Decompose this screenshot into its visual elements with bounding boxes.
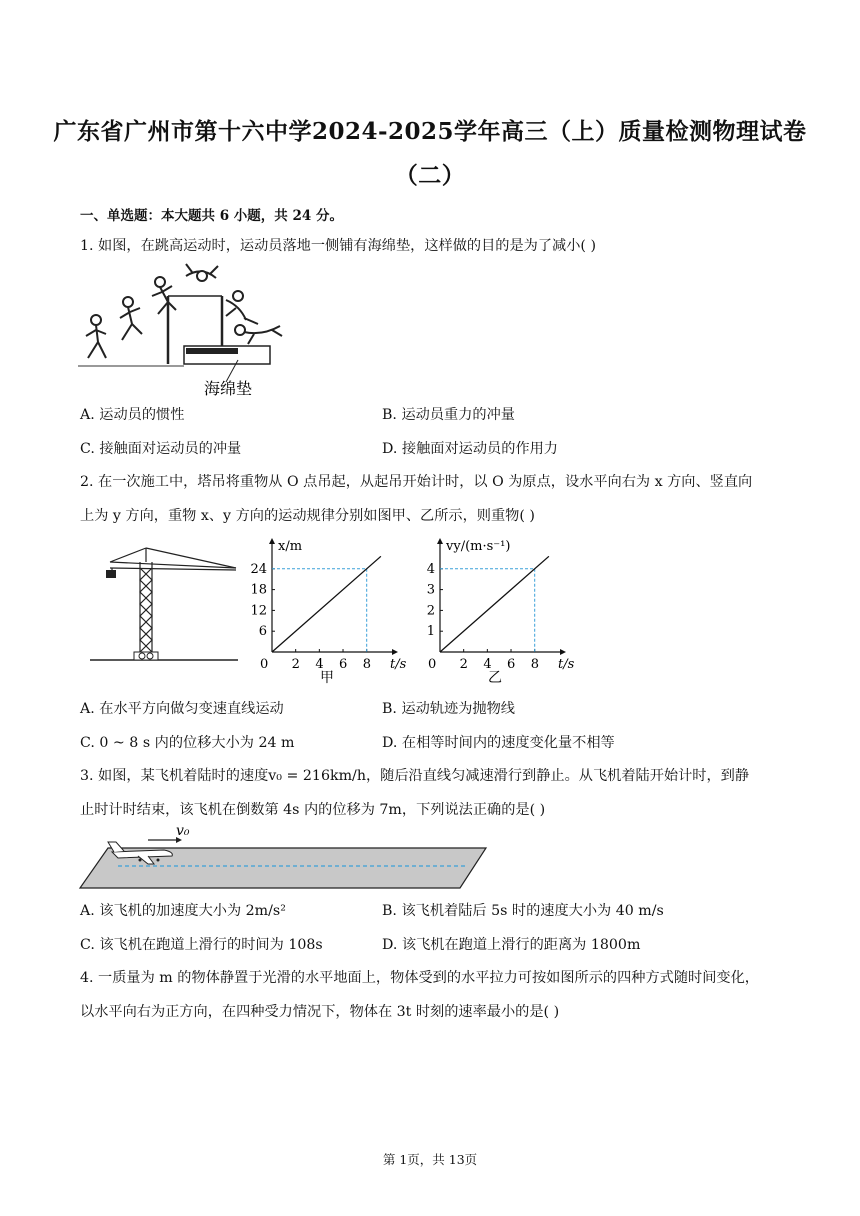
q3-option-c: C. 该飞机在跑道上滑行的时间为 108s — [80, 937, 323, 953]
high-jump-figure — [76, 262, 286, 398]
y-tick-label: 1 — [426, 624, 435, 640]
page-subtitle: （二） — [394, 162, 466, 189]
x-tick-label: 4 — [315, 657, 324, 672]
y-tick-label: 12 — [250, 603, 267, 619]
y-axis-arrow — [269, 538, 275, 544]
x-tick-label: 2 — [459, 657, 468, 672]
q3-stem-line1: 3. 如图，某飞机着陆时的速度v₀ = 216km/h，随后沿直线匀减速滑行到静止。从飞机着陆开始计时，到静 — [80, 768, 750, 784]
y-axis-arrow — [437, 538, 443, 544]
chart-jia — [246, 536, 406, 684]
velocity-label: v₀ — [176, 824, 190, 839]
q4-stem-line2: 以水平向右为正方向，在四种受力情况下，物体在 3t 时刻的速率最小的是( ) — [80, 1004, 560, 1020]
q3-option-d: D. 该飞机在跑道上滑行的距离为 1800m — [382, 937, 641, 953]
y-tick-label: 24 — [250, 561, 267, 577]
x-tick-label: 2 — [291, 657, 300, 672]
page-title: 广东省广州市第十六中学2024-2025学年高三（上）质量检测物理试卷 — [53, 118, 807, 145]
q3-option-a: A. 该飞机的加速度大小为 2m/s² — [80, 903, 286, 919]
x-tick-label: 6 — [339, 657, 348, 672]
q1-option-a: A. 运动员的惯性 — [80, 407, 185, 423]
q2-option-c: C. 0 ~ 8 s 内的位移大小为 24 m — [80, 735, 295, 751]
q3-option-b: B. 该飞机着陆后 5s 时的速度大小为 40 m/s — [382, 903, 664, 919]
chart-yi — [414, 536, 574, 684]
y-tick-label: 18 — [250, 582, 267, 598]
tower-crane-figure — [86, 544, 242, 664]
section-heading: 一、单选题：本大题共 6 小题，共 24 分。 — [80, 208, 343, 224]
y-axis-label: vy/(m·s⁻¹) — [446, 539, 511, 554]
chart-caption: 甲 — [320, 670, 334, 684]
chart-caption: 乙 — [488, 670, 502, 684]
q1-option-c: C. 接触面对运动员的冲量 — [80, 441, 242, 457]
q4-stem-line1: 4. 一质量为 m 的物体静置于光滑的水平地面上，物体受到的水平拉力可按如图所示的四种方式随时间变化， — [80, 970, 759, 986]
x-axis-label: t/s — [558, 657, 574, 672]
x-tick-label: 8 — [362, 657, 371, 672]
x-tick-label: 0 — [260, 657, 269, 672]
sponge-pad-label: 海绵垫 — [204, 379, 253, 398]
y-tick-label: 2 — [426, 603, 435, 619]
page-footer: 第 1页，共 13页 — [382, 1152, 478, 1167]
y-axis-label: x/m — [278, 539, 303, 554]
q3-stem-line2: 止时计时结束，该飞机在倒数第 4s 内的位移为 7m，下列说法正确的是( ) — [80, 802, 546, 818]
x-tick-label: 4 — [483, 657, 492, 672]
x-tick-label: 8 — [530, 657, 539, 672]
x-tick-label: 6 — [507, 657, 516, 672]
runway-figure — [78, 824, 490, 892]
y-tick-label: 4 — [426, 561, 435, 577]
q2-stem-line2: 上为 y 方向，重物 x、y 方向的运动规律分别如图甲、乙所示，则重物( ) — [80, 508, 535, 524]
x-tick-label: 0 — [428, 657, 437, 672]
q2-stem-line1: 2. 在一次施工中，塔吊将重物从 O 点吊起，从起吊开始计时，以 O 为原点，设水平向右为 x 方向、竖直向 — [80, 474, 753, 490]
y-tick-label: 3 — [426, 582, 435, 598]
athlete-figures — [86, 264, 282, 358]
x-axis-label: t/s — [390, 657, 406, 672]
x-axis-arrow — [560, 649, 566, 655]
q1-option-b: B. 运动员重力的冲量 — [382, 407, 515, 423]
y-tick-label: 6 — [258, 624, 267, 640]
q1-stem: 1. 如图，在跳高运动时，运动员落地一侧铺有海绵垫，这样做的目的是为了减小( ) — [80, 238, 597, 254]
x-axis-arrow — [392, 649, 398, 655]
data-line — [440, 556, 549, 652]
q2-option-b: B. 运动轨迹为抛物线 — [382, 701, 515, 717]
q2-option-a: A. 在水平方向做匀变速直线运动 — [80, 701, 284, 717]
q1-option-d: D. 接触面对运动员的作用力 — [382, 441, 558, 457]
data-line — [272, 556, 381, 652]
q2-option-d: D. 在相等时间内的速度变化量不相等 — [382, 735, 615, 751]
